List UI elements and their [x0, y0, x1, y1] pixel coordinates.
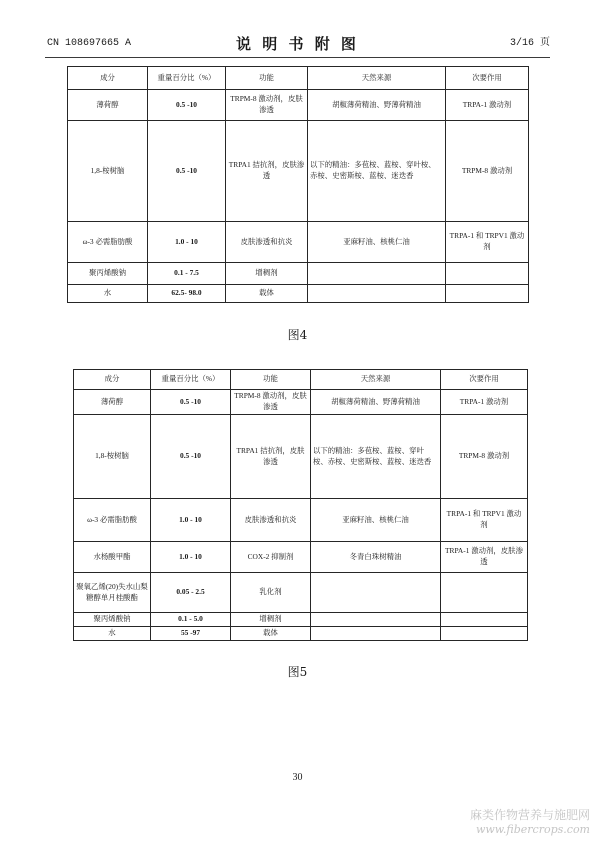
watermark-site-name: 麻类作物营养与施肥网 [469, 808, 590, 822]
column-header-secondary-effect: 次要作用 [441, 370, 528, 390]
cell-natural-source: 亚麻籽油、核桃仁油 [311, 499, 441, 542]
table-row [74, 627, 528, 641]
column-header-function: 功能 [226, 67, 308, 90]
column-header-weight-percent: 重量百分比（%） [151, 370, 231, 390]
cell-secondary-effect [441, 573, 528, 613]
cell-secondary-effect: TRPA-1 和 TRPV1 激动剂 [446, 222, 529, 263]
table-row [74, 415, 528, 499]
cell-weight-percent: 62.5- 98.0 [148, 285, 226, 303]
cell-function: 增稠剂 [231, 613, 311, 627]
cell-weight-percent: 1.0 - 10 [151, 542, 231, 573]
cell-ingredient: 聚氧乙烯(20)失水山梨糖醇单月桂酸酯 [74, 573, 151, 613]
cell-secondary-effect: TRPA-1 激动剂 [446, 90, 529, 121]
cell-natural-source: 胡椒薄荷精油、野薄荷精油 [308, 90, 446, 121]
cell-secondary-effect [446, 285, 529, 303]
column-header-secondary-effect: 次要作用 [446, 67, 529, 90]
cell-natural-source [308, 263, 446, 285]
cell-weight-percent: 0.05 - 2.5 [151, 573, 231, 613]
cell-secondary-effect [441, 613, 528, 627]
cell-function: TRPA1 拮抗剂，皮肤渗透 [231, 415, 311, 499]
table-row [74, 499, 528, 542]
cell-function: 增稠剂 [226, 263, 308, 285]
cell-natural-source: 以下的精油：多苞桉、蓝桉、穿叶桉、赤桉、史密斯桉、蓝桉、迷迭香 [311, 415, 441, 499]
column-header-natural-source: 天然来源 [308, 67, 446, 90]
figure-4-caption: 图4 [287, 328, 308, 342]
cell-weight-percent: 1.0 - 10 [148, 222, 226, 263]
cell-weight-percent: 0.1 - 7.5 [148, 263, 226, 285]
cell-ingredient: 聚丙烯酸钠 [74, 613, 151, 627]
column-header-ingredient: 成分 [68, 67, 148, 90]
cell-secondary-effect: TRPA-1 激动剂，皮肤渗透 [441, 542, 528, 573]
figure-5-caption: 图5 [287, 665, 308, 679]
cell-function: TRPM-8 激动剂，皮肤渗透 [231, 390, 311, 415]
cell-secondary-effect: TRPA-1 激动剂 [441, 390, 528, 415]
cell-ingredient: ω-3 必需脂肪酸 [68, 222, 148, 263]
cell-function: 皮肤渗透和抗炎 [226, 222, 308, 263]
cell-natural-source [308, 285, 446, 303]
cell-natural-source: 以下的精油：多苞桉、蓝桉、穿叶桉、赤桉、史密斯桉、蓝桉、迷迭香 [308, 121, 446, 222]
page-fraction: 3/16 页 [509, 38, 550, 49]
header-rule [45, 57, 550, 58]
cell-secondary-effect [446, 263, 529, 285]
cell-ingredient: 1,8-桉树脑 [68, 121, 148, 222]
publication-number: CN 108697665 A [47, 38, 132, 49]
cell-ingredient: 水 [68, 285, 148, 303]
cell-weight-percent: 0.5 -10 [151, 415, 231, 499]
cell-weight-percent: 0.5 -10 [151, 390, 231, 415]
cell-function: TRPM-8 激动剂，皮肤渗透 [226, 90, 308, 121]
cell-function: 载体 [226, 285, 308, 303]
cell-ingredient: 聚丙烯酸钠 [68, 263, 148, 285]
cell-secondary-effect: TRPM-8 激动剂 [446, 121, 529, 222]
cell-ingredient: 水杨酸甲酯 [74, 542, 151, 573]
column-header-weight-percent: 重量百分比（%） [148, 67, 226, 90]
cell-function: 皮肤渗透和抗炎 [231, 499, 311, 542]
table-row [68, 90, 529, 121]
cell-weight-percent: 0.5 -10 [148, 90, 226, 121]
page-title: 说 明 书 附 图 [236, 35, 359, 53]
figure-4-table [67, 66, 529, 303]
column-header-function: 功能 [231, 370, 311, 390]
cell-secondary-effect: TRPM-8 激动剂 [441, 415, 528, 499]
cell-secondary-effect: TRPA-1 和 TRPV1 激动剂 [441, 499, 528, 542]
cell-weight-percent: 1.0 - 10 [151, 499, 231, 542]
page-number: 30 [292, 772, 303, 783]
cell-function: TRPA1 拮抗剂，皮肤渗透 [226, 121, 308, 222]
watermark-url: www.fibercrops.com [475, 823, 590, 836]
cell-ingredient: 1,8-桉树脑 [74, 415, 151, 499]
table-row [74, 613, 528, 627]
table-row [68, 121, 529, 222]
cell-natural-source [311, 573, 441, 613]
table-row [74, 573, 528, 613]
cell-ingredient: 水 [74, 627, 151, 641]
cell-function: 乳化剂 [231, 573, 311, 613]
cell-natural-source: 亚麻籽油、核桃仁油 [308, 222, 446, 263]
cell-natural-source [311, 613, 441, 627]
cell-function: COX-2 抑制剂 [231, 542, 311, 573]
cell-weight-percent: 55 -97 [151, 627, 231, 641]
figure-5-table [73, 369, 528, 641]
table-row [68, 222, 529, 263]
table-row [68, 263, 529, 285]
table-header-row [68, 67, 529, 90]
cell-secondary-effect [441, 627, 528, 641]
cell-ingredient: 薄荷醇 [68, 90, 148, 121]
cell-function: 载体 [231, 627, 311, 641]
column-header-ingredient: 成分 [74, 370, 151, 390]
cell-ingredient: ω-3 必需脂肪酸 [74, 499, 151, 542]
cell-natural-source [311, 627, 441, 641]
table-header-row [74, 370, 528, 390]
table-row [74, 390, 528, 415]
cell-natural-source: 冬青白珠树精油 [311, 542, 441, 573]
cell-ingredient: 薄荷醇 [74, 390, 151, 415]
cell-natural-source: 胡椒薄荷精油、野薄荷精油 [311, 390, 441, 415]
column-header-natural-source: 天然来源 [311, 370, 441, 390]
cell-weight-percent: 0.5 -10 [148, 121, 226, 222]
cell-weight-percent: 0.1 - 5.0 [151, 613, 231, 627]
table-row [68, 285, 529, 303]
table-row [74, 542, 528, 573]
